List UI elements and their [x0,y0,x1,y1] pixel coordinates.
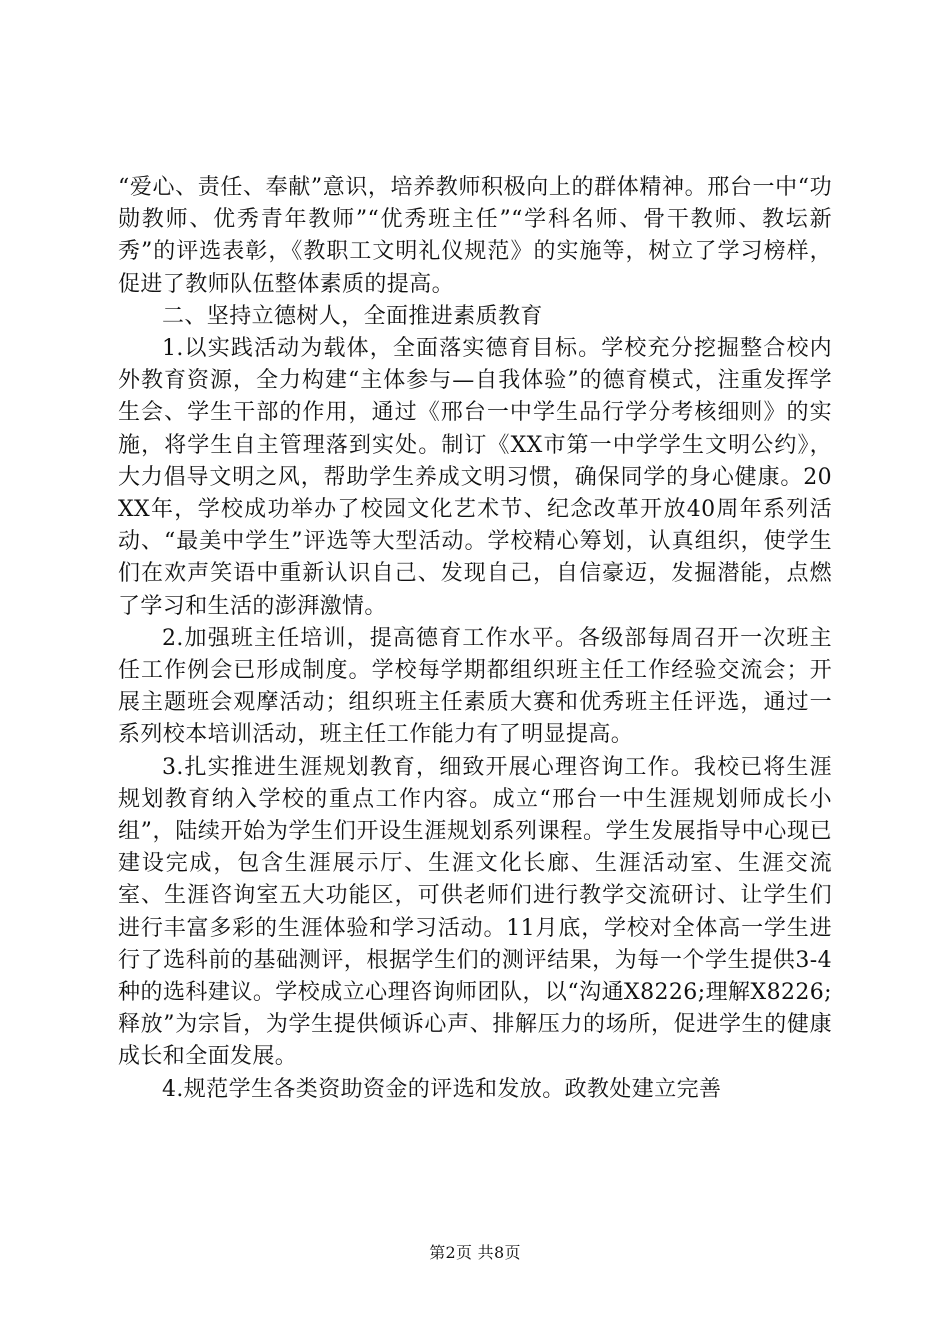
section-heading-moral-education: 二、坚持立德树人，全面推进素质教育 [162,303,543,329]
paragraph-teacher-spirit: “爱心、责任、奉献”意识，培养教师积极向上的群体精神。邢台一中“功勋教师、优秀青年教师”“优秀班主任”“学科名师、骨干教师、教坛新秀”的评选表彰，《教职工文明礼仪规范》的实施等，树立了学习榜样，促进了教师队伍整体素质的提高。 [118,175,832,297]
paragraph-career-planning: 3.扎实推进生涯规划教育，细致开展心理咨询工作。我校已将生涯规划教育纳入学校的重点工作内容。成立“邢台一中生涯规划师成长小组”，陆续开始为学生们开设生涯规划系列课程。学生发展指导中心现已建设完成，包含生涯展示厅、生涯文化长廊、生涯活动室、生涯交流室、生涯咨询室五大功能区，可供老师们进行教学交流研讨、让学生们进行丰富多彩的生涯体验和学习活动。11月底，学校对全体高一学生进行了选科前的基础测评，根据学生们的测评结果，为每一个学生提供3-4种的选科建议。学校成立心理咨询师团队，以“沟通X8226;理解X8226;释放”为宗旨，为学生提供倾诉心声、排解压力的场所，促进学生的健康成长和全面发展。 [118,754,832,1070]
paragraph-head-teacher-training: 2.加强班主任培训，提高德育工作水平。各级部每周召开一次班主任工作例会已形成制度。学校每学期都组织班主任工作经验交流会；开展主题班会观摩活动；组织班主任素质大赛和优秀班主任评选，通过一系列校本培训活动，班主任工作能力有了明显提高。 [118,625,832,748]
paragraph-student-aid: 4.规范学生各类资助资金的评选和发放。政教处建立完善 [162,1076,722,1102]
document-body [118,172,832,1106]
paragraph-practice-activities: 1.以实践活动为载体，全面落实德育目标。学校充分挖掘整合校内外教育资源，全力构建“主体参与—自我体验”的德育模式，注重发挥学生会、学生干部的作用，通过《邢台一中学生品行学分考核细则》的实施，将学生自主管理落到实处。制订《XX市第一中学学生文明公约》，大力倡导文明之风，帮助学生养成文明习惯，确保同学的身心健康。20XX年，学校成功举办了校园文化艺术节、纪念改革开放40周年系列活动、“最美中学生”评选等大型活动。学校精心筹划，认真组织，使学生们在欢声笑语中重新认识自己、发现自己，自信豪迈，发掘潜能，点燃了学习和生活的澎湃激情。 [118,336,832,619]
page-number-footer: 第2页 共8页 [429,1243,521,1262]
